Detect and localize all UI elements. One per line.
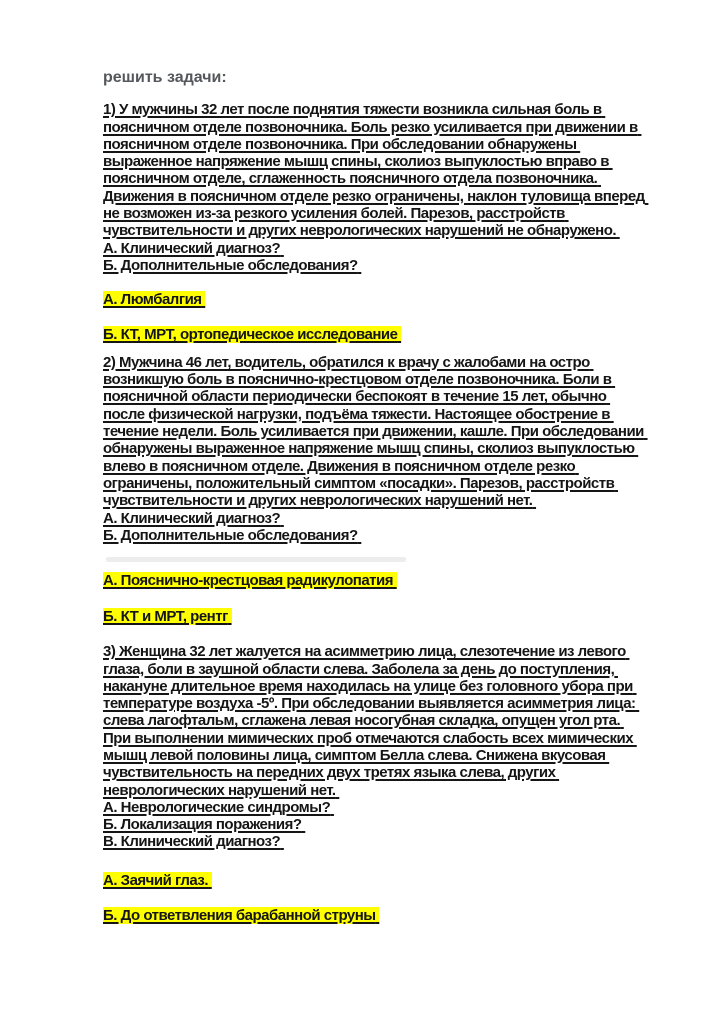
task-2-questions <box>103 510 724 545</box>
task-3-questions <box>103 799 724 851</box>
text-line: после физической нагрузки, подъёма тяжести. Настоящее обострение в <box>103 405 611 423</box>
text-line: мышц левой половины лица, симптом Белла слева. Снижена вкусовая <box>103 747 606 764</box>
text-line: слева лагофтальм, сглажена левая носогубная складка, опущен угол рта. <box>103 712 621 730</box>
task-1-answer-a <box>103 291 724 308</box>
task-3-case-text <box>103 643 724 799</box>
text-line: Б. Дополнительные обследования? <box>103 256 358 274</box>
text-line: поясничной области периодически беспокоят в течение 15 лет, обычно <box>103 388 607 406</box>
task-3-answer-b <box>103 907 724 924</box>
faded-highlight-artifact <box>106 557 406 562</box>
text-line: обнаружены выраженное напряжение мышц спины, сколиоз выпуклостью <box>103 440 635 458</box>
highlighted-answer: А. Пояснично-крестцовая радикулопатия <box>103 572 397 589</box>
task-1-questions <box>103 240 724 275</box>
text-line: 1) У мужчины 32 лет после поднятия тяжести возникла сильная боль в <box>103 101 602 119</box>
text-line: глаза, боли в заушной области слева. Заболела за день до поступления, <box>103 660 615 678</box>
highlighted-answer: А. Люмбалгия <box>103 291 205 308</box>
text-line: поясничном отделе позвоночника. Боль резко усиливается при движении в <box>103 118 638 136</box>
task-2 <box>103 354 724 626</box>
text-line: чувствительность на передних двух третях языка слева, других <box>103 764 556 782</box>
text-line: не возможен из-за резкого усиления болей. Парезов, расстройств <box>103 205 565 223</box>
text-line: Движения в поясничном отделе резко ограничены, наклон туловища вперед <box>103 187 645 205</box>
text-line: поясничном отделе, сглаженность поясничного отдела позвоночника. <box>103 170 598 188</box>
highlighted-answer: А. Заячий глаз. <box>103 872 212 889</box>
text-line: А. Клинический диагноз? <box>103 239 281 257</box>
task-1 <box>103 101 724 343</box>
text-line: накануне длительное время находилась на улице без головного убора при <box>103 677 633 695</box>
highlighted-answer: Б. КТ и МРТ, рентг <box>103 608 232 625</box>
highlighted-answer: Б. КТ, МРТ, ортопедическое исследование <box>103 326 401 343</box>
task-3-answer-a <box>103 872 724 889</box>
text-line: влево в поясничном отделе. Движения в поясничном отделе резко <box>103 457 576 475</box>
text-line: неврологических нарушений нет. <box>103 781 336 799</box>
text-line: чувствительности и других неврологических нарушений нет. <box>103 492 533 510</box>
text-line: поясничном отделе позвоночника. При обследовании обнаружены <box>103 135 577 153</box>
task-2-answer-a <box>103 572 724 589</box>
text-line: Б. Дополнительные обследования? <box>103 526 358 544</box>
task-2-case-text <box>103 354 724 510</box>
text-line: течение недели. Боль усиливается при движении, кашле. При обследовании <box>103 423 644 441</box>
text-line: температуре воздуха -5º. При обследовании выявляется асимметрия лица: <box>103 695 636 713</box>
text-line: А. Неврологические синдромы? <box>103 798 331 816</box>
text-line: При выполнении мимических проб отмечаются слабость всех мимических <box>103 729 634 747</box>
text-line: А. Клинический диагноз? <box>103 509 281 527</box>
text-line: Б. Локализация поражения? <box>103 816 302 834</box>
text-line: выраженное напряжение мышц спины, сколиоз выпуклостью вправо в <box>103 153 609 171</box>
task-2-answer-b <box>103 608 724 625</box>
text-line: 3) Женщина 32 лет жалуется на асимметрию лица, слезотечение из левого <box>103 643 626 661</box>
text-line: 2) Мужчина 46 лет, водитель, обратился к врачу с жалобами на остро <box>103 353 590 371</box>
task-1-case-text <box>103 101 724 239</box>
highlighted-answer: Б. До ответвления барабанной струны <box>103 907 379 924</box>
text-line: ограничены, положительный симптом «посадки». Парезов, расстройств <box>103 474 615 492</box>
text-line: В. Клинический диагноз? <box>103 833 281 851</box>
page-title: решить задачи: <box>103 69 227 86</box>
text-line: возникшую боль в пояснично-крестцовом отделе позвоночника. Боли в <box>103 371 612 389</box>
task-1-answer-b <box>103 326 724 343</box>
text-line: чувствительности и других неврологических нарушений не обнаружено. <box>103 222 617 240</box>
task-3 <box>103 643 724 924</box>
